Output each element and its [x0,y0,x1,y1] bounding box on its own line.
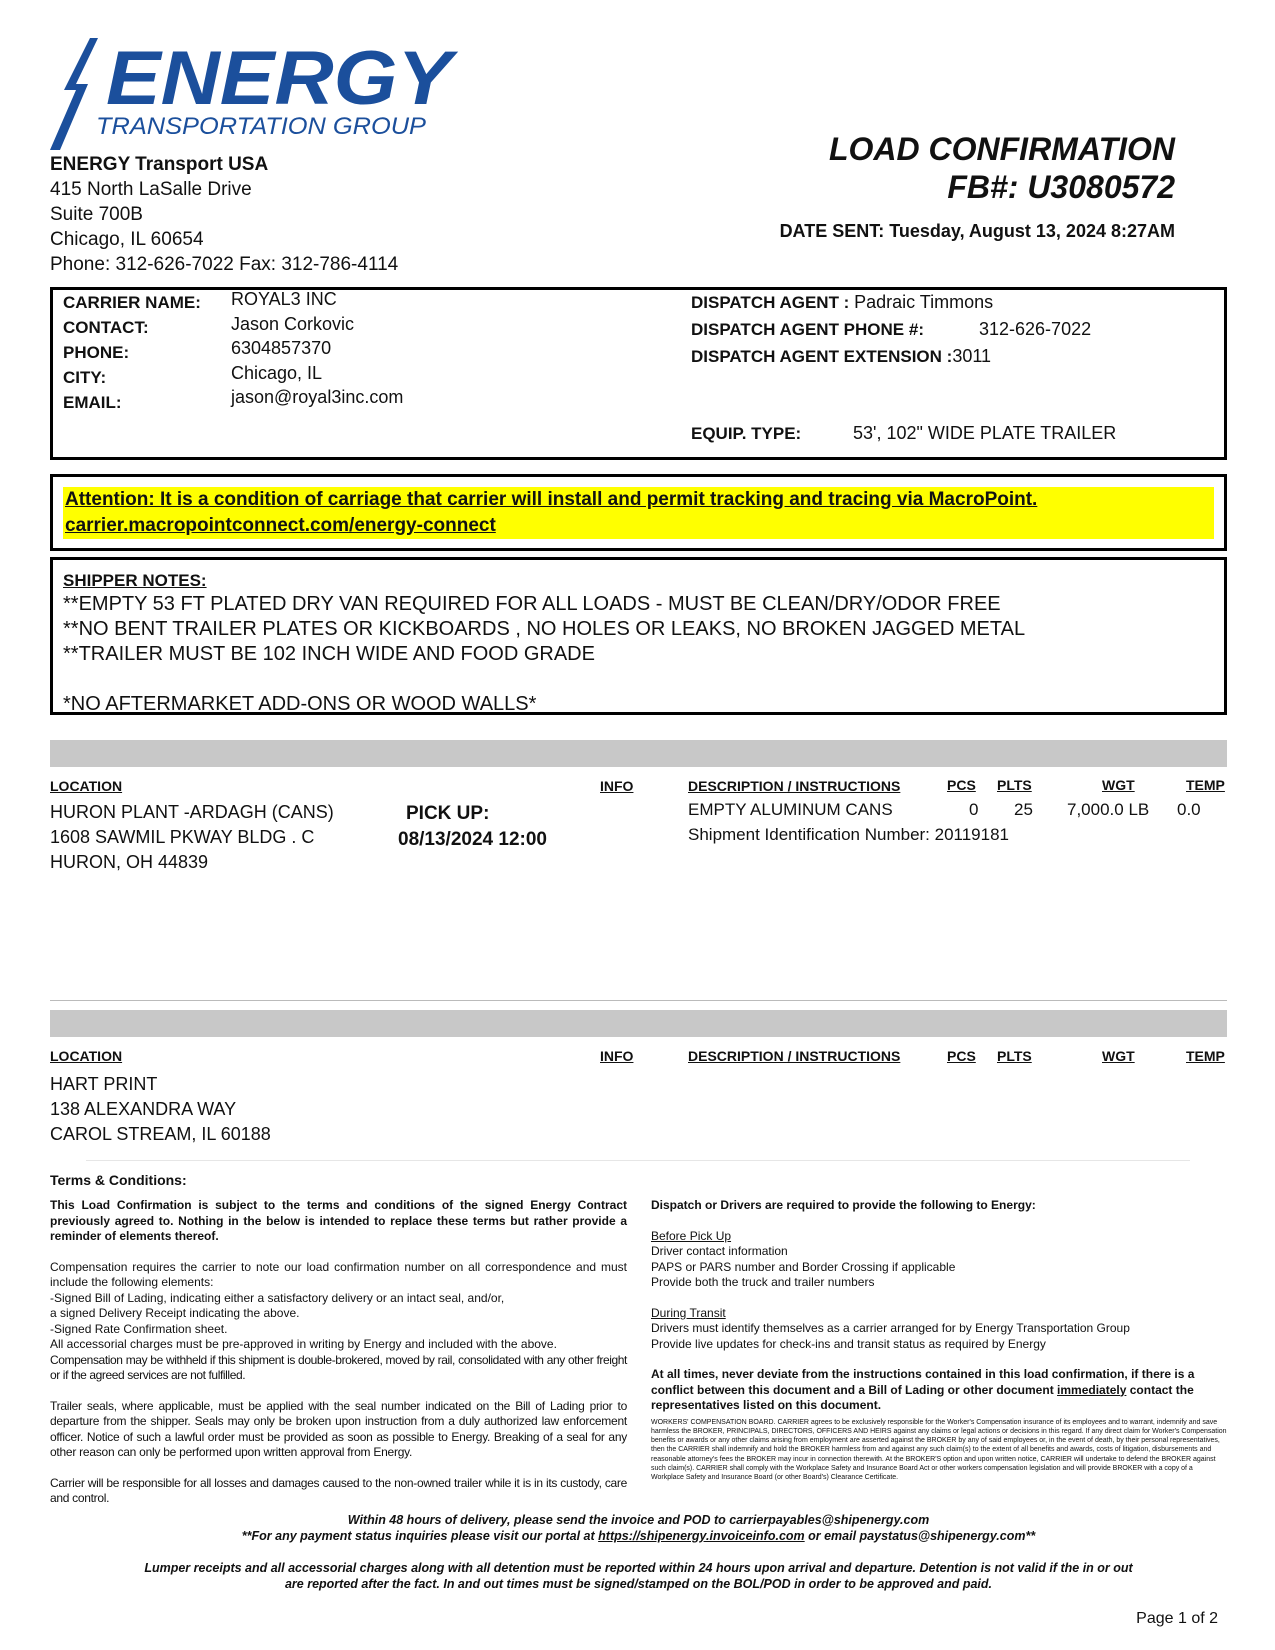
dispatch-extension-label: DISPATCH AGENT EXTENSION : [691,347,953,366]
company-address [50,152,398,277]
during-transit-item: Provide live updates for check-ins and transit status as required by Energy [651,1336,1046,1351]
payment-status-line [50,1528,1227,1544]
before-pickup-item: Provide both the truck and trailer numbers [651,1275,875,1289]
company-phone-line: Phone: 312-626-7022 Fax: 312-786-4114 [50,254,399,275]
workers-comp-clause: WORKERS' COMPENSATION BOARD. CARRIER agrees to be exclusively responsible for the Worker's Compensation insurance of its employees and to warrant, indemnify and save harmless the BROKER, PRINCIPALS, DIRECTORS, OFFICERS AND HEIRS against any claims or legal actions or decisions in this regard. If any direct claim for Worker's Compensation benefits or awards or any other claims arising from employment are asserted against the BROKER by any of said employees or, in the event of death, by their personal representatives, then the CARRIER shall indemnify and hold the BROKER harmless from and against any such claim(s) to the extent of all benefits and awards, costs of litigation, disbursements and reasonable attorney's fees the BROKER may incur in connection therewith. At the BROKER'S option and upon written notice, CARRIER will undertake to defend the BROKER against such claim(s). CARRIER shall comply with the Workplace Safety and Insurance Board Act or other workers compensation legislation and will provide BROKER with a copy of a Workplace Safety and Insurance Board (or other Board's) Clearance Certificate. [651,1418,1227,1482]
col-pcs: PCS [947,777,976,793]
deviation-text-end: contact the representatives listed on this document. [651,1382,1194,1412]
terms-divider [86,1160,1190,1161]
logo-word: ENERGY [106,38,459,121]
during-transit-title: During Transit [651,1305,726,1320]
city-label: CITY: [63,368,107,387]
col-description: DESCRIPTION / INSTRUCTIONS [688,778,901,794]
dispatch-agent: Padraic Timmons [854,292,994,312]
stop-divider [50,1000,1227,1001]
stop2-city: CAROL STREAM, IL 60188 [50,1124,271,1144]
during-transit-item: Drivers must identify themselves as a carrier arranged for by Energy Transportation Group [651,1321,1130,1335]
col-plts: PLTS [997,1048,1032,1064]
carrier-labels [63,290,201,415]
carrier-email: jason@royal3inc.com [231,387,404,407]
payment-portal-link[interactable]: https://shipenergy.invoiceinfo.com [598,1529,805,1543]
before-pickup-item: Driver contact information [651,1244,788,1258]
deviation-notice [651,1367,1227,1414]
shipper-note: *NO AFTERMARKET ADD-ONS OR WOOD WALLS* [63,693,537,715]
shipper-notes-box [50,557,1227,715]
stop2-name: HART PRINT [50,1074,158,1094]
phone-label: PHONE: [63,343,130,362]
dispatch-phone-label: DISPATCH AGENT PHONE #: [691,320,924,339]
equipment-type [691,421,1116,446]
terms-seals: Trailer seals, where applicable, must be applied with the seal number indicated on the Bill of Lading prior to departure from the shipper. Seals may only be broken upon instruction from a duly authorized law enforcement officer. Notice of such a lawful order must be provided as soon as possible to Energy. Breaking of a seal for any other reason can only be performed upon written approval from Energy. [50,1398,627,1459]
dispatch-requirements-heading: Dispatch or Drivers are required to provide the following to Energy: [651,1198,1036,1212]
date-sent: DATE SENT: Tuesday, August 13, 2024 8:27AM [779,221,1175,241]
contact-label: CONTACT: [63,318,149,337]
carrier-phone: 6304857370 [231,338,332,358]
equip-type-label: EQUIP. TYPE: [691,424,802,443]
stop1-temp: 0.0 [1177,800,1201,819]
before-pickup-section [651,1229,1227,1291]
shipper-note: **NO BENT TRAILER PLATES OR KICKBOARDS , NO HOLES OR LEAKS, NO BROKEN JAGGED METAL [63,618,1026,640]
invoice-instruction: Within 48 hours of delivery, please send the invoice and POD to carrierpayables@shipenergy.com [347,1513,930,1527]
lightning-bolt-icon [50,38,98,150]
stop1-pcs: 0 [969,800,979,819]
document-title [829,130,1175,206]
terms-comp-line: All accessorial charges must be pre-approved in writing by Energy and included with the above. [50,1337,557,1351]
shipment-id: Shipment Identification Number: 20119181 [688,825,1009,844]
lumper-line: Lumper receipts and all accessorial charges along with all detention must be reported within 24 hours upon arrival and departure. Detention is not valid if the in or out [144,1561,1133,1575]
shipper-note: **TRAILER MUST BE 102 INCH WIDE AND FOOD GRADE [63,643,595,665]
pickup-block [398,801,547,853]
col-temp: TEMP [1186,777,1225,793]
lumper-line: are reported after the fact. In and out times must be signed/stamped on the BOL/POD in order to be approved and paid. [284,1577,993,1591]
macropoint-attention-box [50,474,1227,551]
col-info: INFO [600,1048,634,1064]
col-wgt: WGT [1102,777,1135,793]
equip-type-value: 53', 102" WIDE PLATE TRAILER [853,423,1117,443]
terms-comp-line: Compensation requires the carrier to note our load confirmation number on all correspondence and must include the following elements: [50,1259,627,1289]
terms-comp-line: a signed Delivery Receipt indicating the above. [50,1306,300,1320]
terms-left-column [50,1198,627,1522]
load-confirmation-title: LOAD CONFIRMATION [828,131,1175,167]
terms-right-column [651,1198,1227,1498]
deviation-emphasis: immediately [1057,1382,1127,1397]
shipper-notes-title: SHIPPER NOTES: [63,571,207,590]
email-label: EMAIL: [63,393,122,412]
dispatch-agent-label: DISPATCH AGENT : [691,293,850,312]
pickup-label: PICK UP: [406,803,490,824]
terms-comp-line: -Signed Rate Confirmation sheet. [50,1321,228,1336]
before-pickup-title: Before Pick Up [651,1228,732,1243]
payment-status-text: **For any payment status inquiries please visit our portal at [241,1529,599,1543]
invoice-footer [50,1512,1227,1544]
carrier-name-label: CARRIER NAME: [63,293,201,312]
pickup-time: 08/13/2024 12:00 [398,829,547,850]
deviation-text: At all times, never deviate from the instructions contained in this load confirmation, if there is a conflict between this document and a Bill of Lading or other document [651,1367,1195,1397]
terms-intro: This Load Confirmation is subject to the terms and conditions of the signed Energy Contract previously agreed to. Nothing in the below is intended to replace these terms but rather provide a reminder of elements thereof. [50,1198,627,1243]
lumper-footer [50,1560,1227,1592]
macropoint-link[interactable]: carrier.macropointconnect.com/energy-connect [65,515,496,536]
before-pickup-item: PAPS or PARS number and Border Crossing if applicable [651,1259,956,1274]
stop1-location [50,800,334,875]
attention-line: Attention: It is a condition of carriage that carrier will install and permit tracking and tracing via MacroPoint. [65,489,1038,510]
company-name: ENERGY Transport USA [50,154,269,175]
dispatch-phone: 312-626-7022 [979,319,1092,339]
col-temp: TEMP [1186,1048,1225,1064]
stop1-wgt: 7,000.0 LB [1067,800,1150,819]
stop1-commodity: EMPTY ALUMINUM CANS [688,800,893,819]
company-city-line: Chicago, IL 60654 [50,229,204,250]
terms-comp-line: -Signed Bill of Lading, indicating either a satisfactory delivery or an intact seal, and/or, [50,1290,505,1305]
payment-status-email: or email paystatus@shipenergy.com** [804,1529,1036,1543]
dispatch-info [691,289,1091,370]
page-number: Page 1 of 2 [1136,1610,1218,1627]
stop1-name: HURON PLANT -ARDAGH (CANS) [50,802,334,822]
terms-heading: Terms & Conditions: [50,1172,187,1188]
attention-text [63,487,1214,539]
stop2-location [50,1072,271,1147]
carrier-dispatch-box [50,287,1227,460]
col-info: INFO [600,778,634,794]
stop-separator-bar [50,740,1227,767]
col-description: DESCRIPTION / INSTRUCTIONS [688,1048,901,1064]
terms-compensation [50,1260,627,1384]
during-transit-section [651,1306,1227,1353]
stop1-description [688,797,1009,847]
fb-number: FB#: U3080572 [947,169,1175,205]
stop1-plts: 25 [1014,800,1033,819]
logo-subtitle: TRANSPORTATION GROUP [96,113,427,140]
col-wgt: WGT [1102,1048,1135,1064]
carrier-contact: Jason Corkovic [231,313,355,334]
carrier-city: Chicago, IL [231,362,323,383]
col-location: LOCATION [50,1048,123,1064]
stop2-address: 138 ALEXANDRA WAY [50,1099,237,1119]
terms-liability: Carrier will be responsible for all losses and damages caused to the non-owned trailer while it is in its custody, care and control. [50,1475,627,1505]
col-plts: PLTS [997,777,1032,793]
carrier-name: ROYAL3 INC [231,289,337,309]
shipper-note: **EMPTY 53 FT PLATED DRY VAN REQUIRED FOR ALL LOADS - MUST BE CLEAN/DRY/ODOR FREE [63,593,1001,615]
stop1-city: HURON, OH 44839 [50,852,209,872]
stop-separator-bar [50,1010,1227,1037]
col-location: LOCATION [50,778,123,794]
col-pcs: PCS [947,1048,976,1064]
dispatch-extension: 3011 [952,346,992,366]
carrier-values [231,287,403,410]
stop1-address: 1608 SAWMIL PKWAY BLDG . C [50,827,315,847]
company-address-line2: Suite 700B [50,204,143,225]
terms-comp-line: Compensation may be withheld if this shipment is double-brokered, moved by rail, consolidated with any other freight or if the agreed services are not fulfilled. [50,1352,627,1382]
company-address-line1: 415 North LaSalle Drive [50,179,252,200]
energy-logo [50,38,480,150]
